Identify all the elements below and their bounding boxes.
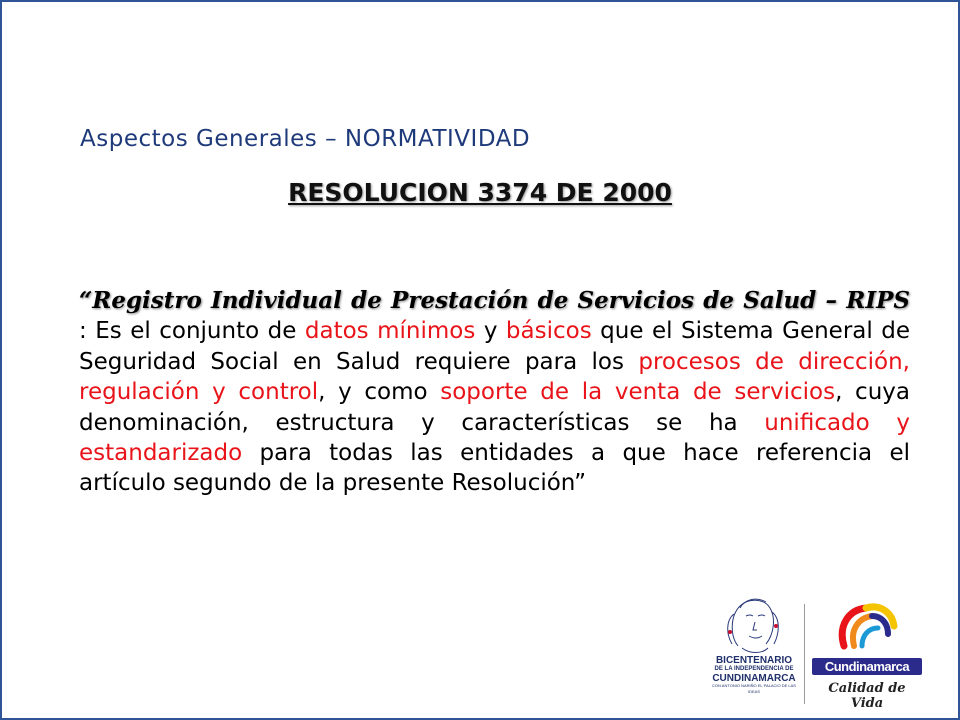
bicentenario-logo [700, 586, 804, 712]
paragraph-segment-red: soporte de la venta de servicios [440, 379, 836, 406]
cundinamarca-logo [808, 586, 928, 712]
paragraph-segment-red: procesos de dirección, regulación y control [79, 348, 910, 406]
definition-paragraph [79, 286, 910, 499]
cundinamarca-name: Cundinamarca [812, 658, 922, 675]
bicentenario-line1: BICENTENARIO [715, 655, 793, 666]
logo-divider [804, 604, 805, 704]
cundinamarca-tagline: Calidad de Vida [828, 681, 906, 711]
bicentenario-line2: DE LA INDEPENDENCIA DE [714, 666, 794, 672]
bicentenario-line4: CON ANTONIO NARIÑO EL PALACIO DE LAS IDEAS [712, 683, 796, 694]
paragraph-segment-quote-title: “Registro Individual de Prestación de Servicios de Salud – RIPS [79, 287, 910, 314]
paragraph-segment-normal: para todas las entidades a que hace referencia el artículo segundo de la presente Resolución” [79, 440, 910, 497]
paragraph-segment-normal: y [475, 318, 506, 345]
resolution-title: RESOLUCION 3374 DE 2000 [288, 178, 672, 207]
cundinamarca-swirl-icon [808, 586, 928, 658]
paragraph-segment-red: datos mínimos [304, 318, 476, 345]
paragraph-segment-normal: que el Sistema General de Seguridad Social en Salud requiere para los [79, 318, 910, 375]
paragraph-segment-normal: : Es el conjunto de [79, 318, 305, 345]
slide-heading: Aspectos Generales – NORMATIVIDAD [80, 126, 531, 152]
paragraph-segment-red: unificado y estandarizado [79, 409, 910, 467]
logo-area [700, 586, 928, 712]
bicentenario-text [706, 656, 802, 695]
paragraph-segment-normal: , cuya denominación, estructura y características se ha [79, 379, 910, 436]
paragraph-segment-red: básicos [505, 318, 592, 345]
portrait-sketch-icon [700, 586, 804, 656]
paragraph-segment-normal: , y como [318, 379, 441, 406]
bicentenario-line3: CUNDINAMARCA [712, 673, 796, 684]
